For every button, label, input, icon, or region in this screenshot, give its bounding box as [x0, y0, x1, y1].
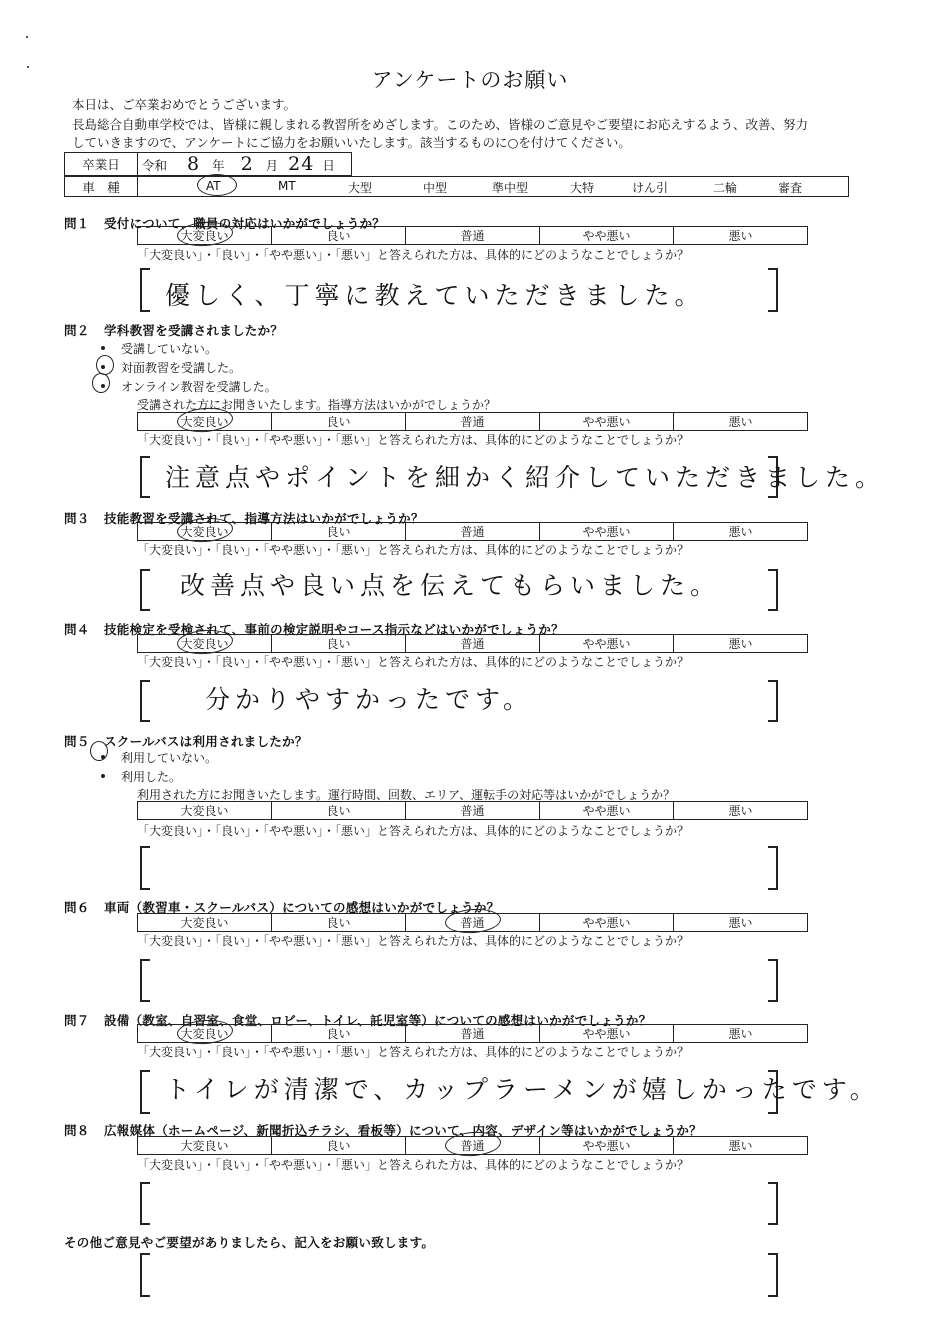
question-text: 設備（教室、自習室、食堂、ロビー、トイレ、託児室等）についての感想はいかがでしょうか？ — [104, 1013, 652, 1028]
rating-option[interactable]: 普通 — [406, 635, 540, 653]
era: 令和 — [142, 158, 168, 173]
question-7-answer-open-bracket — [140, 1070, 150, 1114]
vehicle-option-7[interactable]: 二輪 — [713, 181, 738, 195]
vehicle-option-8[interactable]: 審査 — [778, 181, 803, 195]
rating-option[interactable]: 良い — [272, 413, 406, 431]
question-5-subquestion: 利用された方にお聞きいたします。運行時間、回数、エリア、運転手の対応等はいかがでしょうか？ — [137, 788, 676, 802]
rating-option[interactable]: やや悪い — [540, 914, 674, 932]
option-mark-circle — [92, 373, 110, 393]
rating-option[interactable]: 良い — [272, 1137, 406, 1155]
rating-option[interactable]: 悪い — [674, 914, 808, 932]
page-title: アンケートのお願い — [371, 68, 569, 92]
question-6-answer-open-bracket — [140, 959, 150, 1002]
question-number: 問２ — [64, 323, 90, 338]
rating-option[interactable]: 良い — [272, 227, 406, 245]
rating-option[interactable]: やや悪い — [540, 1025, 674, 1043]
question-4-answer-open-bracket — [140, 680, 150, 722]
question-4-handwritten-answer[interactable]: 分かりやすかったです。 — [205, 685, 534, 714]
question-text: スクールバスは利用されましたか？ — [104, 734, 308, 749]
rating-option[interactable]: やや悪い — [540, 227, 674, 245]
intro-line-2: 長島総合自動車学校では、皆様に親しまれる教習所をめざします。このため、皆様のご意見やご要望にお応えするよう、改善、努力 — [72, 117, 809, 132]
rating-option[interactable]: やや悪い — [540, 802, 674, 820]
question-text: 広報媒体（ホームページ、新聞折込チラシ、看板等）について、内容、デザイン等はいかがでしょうか？ — [104, 1123, 702, 1138]
other-title: その他ご意見やご要望がありましたら、記入をお願い致します。 — [64, 1235, 435, 1250]
question-5-followup: 「大変良い」・「良い」・「やや悪い」・「悪い」と答えられた方は、具体的にどのようなことでしょうか？ — [137, 824, 690, 838]
rating-option[interactable]: 悪い — [674, 635, 808, 653]
vehicle-option-6[interactable]: けん引 — [632, 181, 669, 195]
graduation-label: 卒業日 — [65, 153, 138, 176]
question-1-answer-open-bracket — [140, 268, 150, 312]
question-number: 問１ — [64, 216, 90, 231]
question-text: 技能教習を受講されて、指導方法はいかがでしょうか？ — [104, 511, 424, 526]
question-5-rating-scale — [137, 801, 808, 820]
rating-option[interactable]: 良い — [272, 523, 406, 541]
rating-option[interactable]: 普通 — [406, 413, 540, 431]
question-2-followup: 「大変良い」・「良い」・「やや悪い」・「悪い」と答えられた方は、具体的にどのようなことでしょうか？ — [137, 433, 690, 447]
question-5-answer-close-bracket — [768, 846, 778, 890]
year-value: 8 — [187, 153, 205, 175]
question-number: 問８ — [64, 1123, 90, 1138]
question-3-handwritten-answer[interactable]: 改善点や良い点を伝えてもらいました。 — [180, 571, 721, 600]
rating-option[interactable]: 大変良い — [138, 1025, 272, 1043]
vehicle-option-2[interactable]: 大型 — [348, 181, 373, 195]
question-5-option-0[interactable]: 利用していない。 — [121, 751, 218, 765]
rating-option[interactable]: 普通 — [406, 1025, 540, 1043]
question-text: 受付について、職員の対応はいかがでしょうか？ — [104, 216, 386, 231]
rating-option[interactable]: やや悪い — [540, 635, 674, 653]
question-4-followup: 「大変良い」・「良い」・「やや悪い」・「悪い」と答えられた方は、具体的にどのようなことでしょうか？ — [137, 655, 690, 669]
question-1-followup: 「大変良い」・「良い」・「やや悪い」・「悪い」と答えられた方は、具体的にどのようなことでしょうか？ — [137, 248, 690, 262]
rating-option[interactable]: 大変良い — [138, 413, 272, 431]
question-5-option-1[interactable]: 利用した。 — [121, 770, 182, 784]
question-number: 問５ — [64, 734, 90, 749]
question-text: 学科教習を受講されましたか？ — [104, 323, 284, 338]
vehicle-option-4[interactable]: 準中型 — [492, 181, 529, 195]
rating-option[interactable]: 悪い — [674, 413, 808, 431]
question-2-subquestion: 受講された方にお聞きいたします。指導方法はいかがでしょうか？ — [137, 398, 497, 412]
other-answer-open-bracket — [140, 1253, 150, 1297]
selection-circle — [197, 174, 237, 196]
rating-option[interactable]: 良い — [272, 802, 406, 820]
vehicle-option-1[interactable]: MT — [278, 179, 296, 193]
graduation-date-table — [64, 152, 352, 176]
rating-option[interactable]: 悪い — [674, 1025, 808, 1043]
graduation-date — [138, 153, 352, 176]
month-unit: 月 — [265, 158, 279, 173]
option-mark-circle — [96, 355, 114, 375]
question-7-rating-scale — [137, 1024, 808, 1043]
option-bullet — [101, 346, 105, 350]
question-4-rating-scale — [137, 634, 808, 653]
option-bullet — [101, 774, 105, 778]
rating-option[interactable]: 普通 — [406, 523, 540, 541]
rating-option[interactable]: 大変良い — [138, 914, 272, 932]
question-number: 問４ — [64, 622, 90, 637]
rating-option[interactable]: 良い — [272, 635, 406, 653]
rating-option[interactable]: 大変良い — [138, 802, 272, 820]
question-2-title — [64, 321, 283, 339]
intro-line-1: 本日は、ご卒業おめでとうございます。 — [72, 97, 297, 112]
question-7-handwritten-answer[interactable]: トイレが清潔で、カップラーメンが嬉しかったです。 — [165, 1075, 880, 1104]
rating-option[interactable]: 悪い — [674, 802, 808, 820]
question-text: 車両（教習車・スクールバス）についての感想はいかがでしょうか？ — [104, 900, 500, 915]
vehicle-label: 車 種 — [65, 177, 138, 197]
question-1-handwritten-answer[interactable]: 優しく、丁寧に教えていただきました。 — [165, 281, 705, 310]
question-1-rating-scale — [137, 226, 808, 245]
rating-option[interactable]: 悪い — [674, 523, 808, 541]
rating-option[interactable]: 普通 — [406, 914, 540, 932]
rating-option[interactable]: 良い — [272, 914, 406, 932]
question-7-followup: 「大変良い」・「良い」・「やや悪い」・「悪い」と答えられた方は、具体的にどのようなことでしょうか？ — [137, 1045, 690, 1059]
other-answer-close-bracket — [768, 1253, 778, 1297]
rating-option[interactable]: 大変良い — [138, 1137, 272, 1155]
question-8-followup: 「大変良い」・「良い」・「やや悪い」・「悪い」と答えられた方は、具体的にどのようなことでしょうか？ — [137, 1158, 690, 1172]
day-value: 24 — [288, 153, 315, 175]
month-value: 2 — [240, 153, 258, 175]
year-unit: 年 — [212, 158, 225, 173]
question-number: 問３ — [64, 511, 90, 526]
vehicle-type-table — [64, 176, 849, 197]
rating-option[interactable]: 大変良い — [138, 523, 272, 541]
question-6-followup: 「大変良い」・「良い」・「やや悪い」・「悪い」と答えられた方は、具体的にどのようなことでしょうか？ — [137, 934, 690, 948]
vehicle-options — [138, 177, 849, 197]
question-6-answer-close-bracket — [768, 959, 778, 1002]
question-number: 問６ — [64, 900, 90, 915]
question-5-answer-open-bracket — [140, 846, 150, 890]
rating-option[interactable]: 大変良い — [138, 635, 272, 653]
rating-option[interactable]: 普通 — [406, 1137, 540, 1155]
question-2-option-0[interactable]: 受講していない。 — [121, 342, 218, 356]
rating-option[interactable]: 大変良い — [138, 227, 272, 245]
question-8-answer-open-bracket — [140, 1182, 150, 1225]
vehicle-option-0[interactable]: AT — [206, 179, 221, 193]
rating-option[interactable]: やや悪い — [540, 413, 674, 431]
question-number: 問７ — [64, 1013, 90, 1028]
question-2-answer-open-bracket — [140, 456, 150, 498]
rating-option[interactable]: やや悪い — [540, 523, 674, 541]
question-4-answer-close-bracket — [768, 680, 778, 722]
question-2-rating-scale — [137, 412, 808, 431]
scan-speck — [26, 36, 28, 38]
vehicle-option-3[interactable]: 中型 — [423, 181, 448, 195]
question-text: 技能検定を受検されて、事前の検定説明やコース指示などはいかがでしょうか？ — [104, 622, 564, 637]
question-3-followup: 「大変良い」・「良い」・「やや悪い」・「悪い」と答えられた方は、具体的にどのようなことでしょうか？ — [137, 543, 690, 557]
vehicle-option-5[interactable]: 大特 — [570, 181, 595, 195]
question-2-option-1[interactable]: 対面教習を受講した。 — [121, 361, 242, 375]
question-8-answer-close-bracket — [768, 1182, 778, 1225]
question-1-answer-close-bracket — [768, 268, 778, 312]
question-3-answer-close-bracket — [768, 569, 778, 611]
option-mark-circle — [90, 741, 108, 761]
rating-option[interactable]: やや悪い — [540, 1137, 674, 1155]
rating-option[interactable]: 普通 — [406, 802, 540, 820]
question-3-rating-scale — [137, 522, 808, 541]
question-3-answer-open-bracket — [140, 569, 150, 611]
rating-option[interactable]: 悪い — [674, 1137, 808, 1155]
day-unit: 日 — [322, 158, 335, 173]
intro-line-3: していきますので、アンケートにご協力をお願いいたします。該当するものに○を付けてください。 — [72, 135, 631, 150]
rating-option[interactable]: 普通 — [406, 227, 540, 245]
rating-option[interactable]: 良い — [272, 1025, 406, 1043]
question-2-option-2[interactable]: オンライン教習を受講した。 — [121, 380, 277, 394]
question-2-handwritten-answer[interactable]: 注意点やポイントを細かく紹介していただきました。 — [165, 463, 886, 492]
rating-option[interactable]: 悪い — [674, 227, 808, 245]
